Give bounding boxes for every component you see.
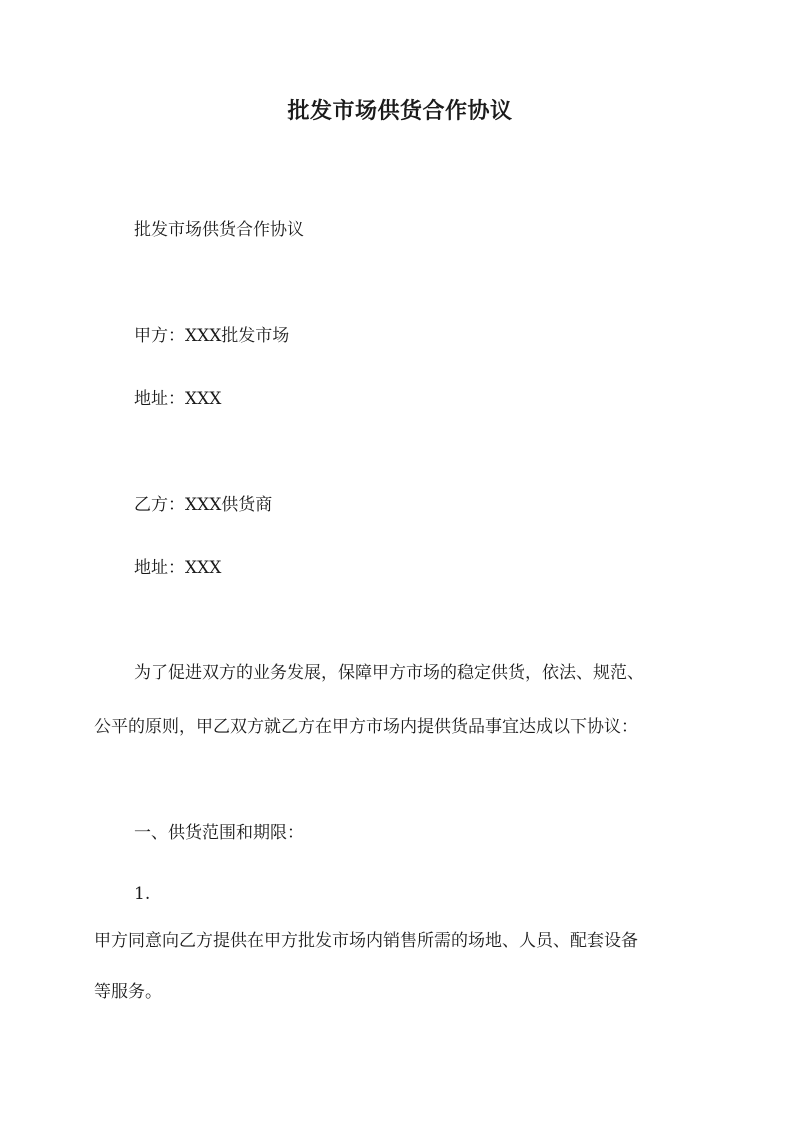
- party-b-address: 地址：XXX: [134, 558, 222, 578]
- item-1-text-line-1: 甲方同意向乙方提供在甲方批发市场内销售所需的场地、人员、配套设备: [94, 931, 638, 951]
- agreement-name: 批发市场供货合作协议: [134, 220, 304, 240]
- intro-paragraph-line-2: 公平的原则，甲乙双方就乙方在甲方市场内提供货品事宜达成以下协议：: [94, 717, 638, 737]
- item-1-text-line-2: 等服务。: [94, 982, 162, 1002]
- item-1-number: 1.: [134, 884, 151, 904]
- party-a-address: 地址：XXX: [134, 389, 222, 409]
- section-1-heading: 一、供货范围和期限：: [134, 823, 304, 843]
- party-a: 甲方：XXX批发市场: [134, 326, 290, 346]
- intro-paragraph-line-1: 为了促进双方的业务发展，保障甲方市场的稳定供货，依法、规范、: [134, 663, 644, 683]
- party-b: 乙方：XXX供货商: [134, 495, 273, 515]
- document-title: 批发市场供货合作协议: [287, 98, 513, 124]
